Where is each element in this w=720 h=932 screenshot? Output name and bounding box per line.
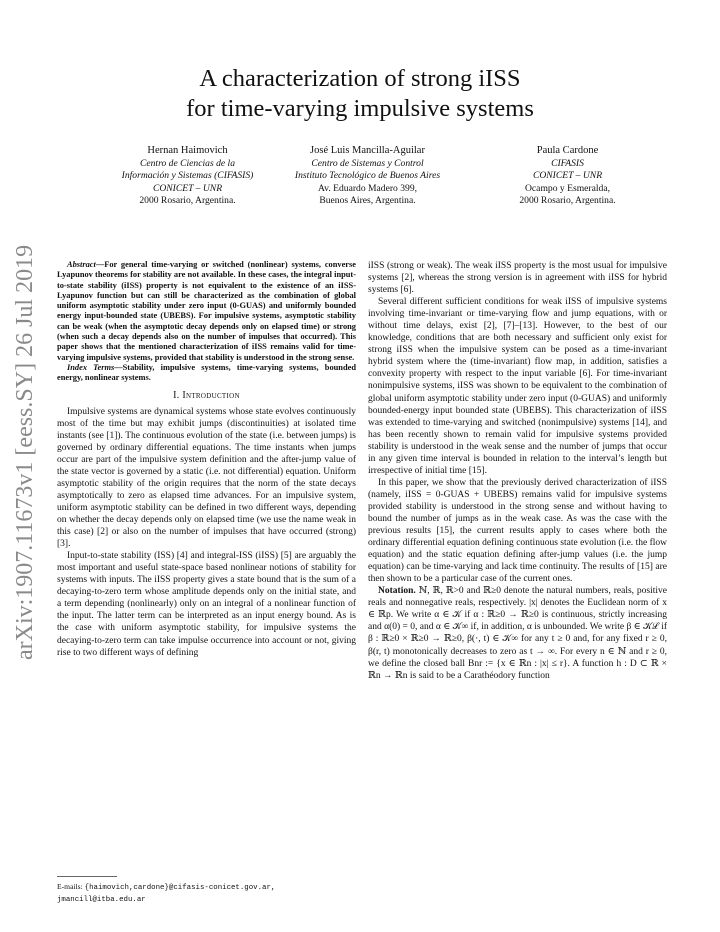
title-line-1: A characterization of strong iISS [199, 65, 521, 92]
section-heading-introduction: I. Introduction [173, 389, 240, 401]
author-address: 2000 Rosario, Argentina. [139, 194, 236, 206]
notation-lead: Notation. [378, 586, 416, 597]
index-terms-text: —Stability, impulsive systems, time-varying systems, bounded energy, nonlinear systems. [57, 362, 356, 383]
notation-paragraph [368, 585, 667, 681]
author-name: Paula Cardone [536, 145, 599, 156]
author-name: Hernan Haimovich [147, 145, 228, 156]
paper-title [60, 64, 660, 124]
author-block-mancilla-aguilar [280, 145, 455, 207]
email-link[interactable]: jmancill@itba.edu.ar [57, 895, 146, 904]
footnote-rule [57, 876, 117, 877]
author-affiliation: CONICET – UNR [152, 182, 223, 194]
paragraph: iISS (strong or weak). The weak iISS property is the most usual for impulsive systems [2], whereas the strong version is in agreement with iISS for hybrid systems [6]. [368, 261, 667, 296]
paragraph: In this paper, we show that the previously derived characterization of iISS (namely, iISS = 0-GUAS + UBEBS) remains valid for impulsive systems provided stability is understood in the strong sense and without having to bound the number of jumps as in the weak case. As was the case with the previous results [15], the current results apply to cases where both the ordinary differential equation defining continuous state evolution (i.e. the flow equation) and the static equation defining after-jump values (i.e. the jump equation) can be time-varying and lack time continuity. The results of [15] are then shown to be a particular case of the current ones. [368, 477, 667, 585]
paragraph: Input-to-state stability (ISS) [4] and integral-ISS (iISS) [5] are arguably the most important and useful state-space based nonlinear notions of stability for systems with inputs. The iISS property gives a state bound that is the sum of a decaying-to-zero term whose amplitude depends only on the initial state, and a term depending (nonlinearly) only on an integral of a nonlinear function of the input. The latter term can be interpreted as an input energy bound. As is the case with uniform asymptotic stability, for impulsive systems the decaying-to-zero term can take impulse occurrence into account or not, giving rise to two different ways of defining [57, 551, 356, 658]
footnote-label: E-mails: [57, 882, 83, 891]
author-affiliation: Centro de Sistemas y Control [311, 158, 424, 170]
paragraph: Impulsive systems are dynamical systems whose state evolves continuously most of the time but may exhibit jumps (discontinuities) at isolated time instants (see [1]). The continuous evolution of the state (i.e. between jumps) is governed by ordinary differential equations. The time instants when jumps occur are part of the impulsive system definition and the after-jump value of the state vector is governed by a static (i.e. not differential) equation. Uniform asymptotic stability of the origin requires that the norm of the state decays asymptotically to zero as elapsed time advances. For an impulsive system, uniform asymptotic stability can be defined in two different ways, depending on whether the decay depends only on elapsed time (we use the name weak in this case) [2] or also on the number of impulses that have occurred (strong) [3]. [57, 406, 356, 550]
author-address: Av. Eduardo Madero 399, [317, 182, 418, 194]
abstract-lead: Abstract [67, 260, 96, 269]
right-column [368, 260, 667, 682]
notation-text: ℕ, ℝ, ℝ>0 and ℝ≥0 denote the natural numbers, reals, positive reals and nonnegative reals, respectively. |x| denotes the Euclidean norm of x ∈ ℝp. We write α ∈ 𝒦 if α : ℝ≥0 → ℝ≥0 is continuous, strictly increasing and α(0) = 0, and α ∈ 𝒦∞ if, in addition, α is unbounded. We write β ∈ 𝒦ℒ if β : ℝ≥0 × ℝ≥0 → ℝ≥0, β(·, t) ∈ 𝒦∞ for any t ≥ 0 and, for any fixed r ≥ 0, β(r, t) monotonically decreases to zero as t → ∞. For every n ∈ ℕ and r ≥ 0, we define the closed ball Bnr := {x ∈ ℝn : |x| ≤ r}. A function h : D ⊂ ℝ × ℝn → ℝn is said to be a Carathéodory function [368, 586, 667, 681]
author-affiliation: CIFASIS [551, 158, 584, 170]
author-affiliation: Información y Sistemas (CIFASIS) [121, 170, 254, 182]
arxiv-identifier: arXiv:1907.11673v1 [eess.SY] 26 Jul 2019 [12, 244, 38, 660]
paragraph: Several different sufficient conditions for weak iISS of impulsive systems involving time-invariant or time-varying flow and jump equations, with or without time delays, exist [2], [7]–[13]. However, to the best of our knowledge, conditions that are both necessary and sufficient only exist for strong iISS when the impulsive system can be posed as a time-invariant hybrid system where the (time-invariant) flow map, in addition, satisfies a convexity property with respect to the input variable [6]. For time-invariant nonimpulsive systems, iISS was shown to be equivalent to the combination of global uniform asymptotic stability under zero input (0-GUAS) and uniformly bounded-energy input bounded state (UBEBS). This characterization of iISS was extended to time-varying and switched (nonimpulsive) systems [14], and has been recently shown to remain valid for impulsive systems provided stability is understood in the weak sense and the number of jumps that occur in any given time interval is bounded in relation to the interval’s length but irrespective of initial time [15]. [368, 297, 667, 476]
author-block-haimovich [95, 145, 280, 207]
author-block-cardone [475, 145, 660, 207]
author-address: Buenos Aires, Argentina. [319, 194, 416, 206]
author-affiliation: Instituto Tecnológico de Buenos Aires [294, 170, 441, 182]
author-address: Ocampo y Esmeralda, [525, 182, 610, 194]
author-name: José Luis Mancilla-Aguilar [310, 145, 425, 156]
abstract [57, 260, 356, 363]
author-affiliation: CONICET – UNR [532, 170, 603, 182]
title-line-2: for time-varying impulsive systems [186, 95, 534, 122]
index-terms [57, 363, 356, 384]
footnote-emails [57, 882, 356, 905]
index-terms-lead: Index Terms [67, 362, 115, 372]
left-column [57, 260, 356, 659]
author-address: 2000 Rosario, Argentina. [519, 194, 616, 206]
email-link[interactable]: {haimovich,cardone}@cifasis-conicet.gov.ar, [84, 884, 276, 892]
author-affiliation: Centro de Ciencias de la [139, 158, 236, 170]
abstract-text: —For general time-varying or switched (nonlinear) systems, converse Lyapunov theorems for stability are not available. In these cases, the integral input-to-state stability (iISS) property is not equivalent to the existence of an iISS-Lyapunov function but can still be characterized as the combination of global uniform asymptotic stability under zero input (0-GUAS) and uniformly bounded energy input-bounded state (UBEBS). For impulsive systems, asymptotic stability can be weak (when the asymptotic decay depends only on elapsed time) or strong (when such a decay depends also on the number of impulses that occurred). This paper shows that the mentioned characterization of iISS remains valid for time-varying impulsive systems, provided that stability is understood in the strong sense. [57, 260, 356, 362]
